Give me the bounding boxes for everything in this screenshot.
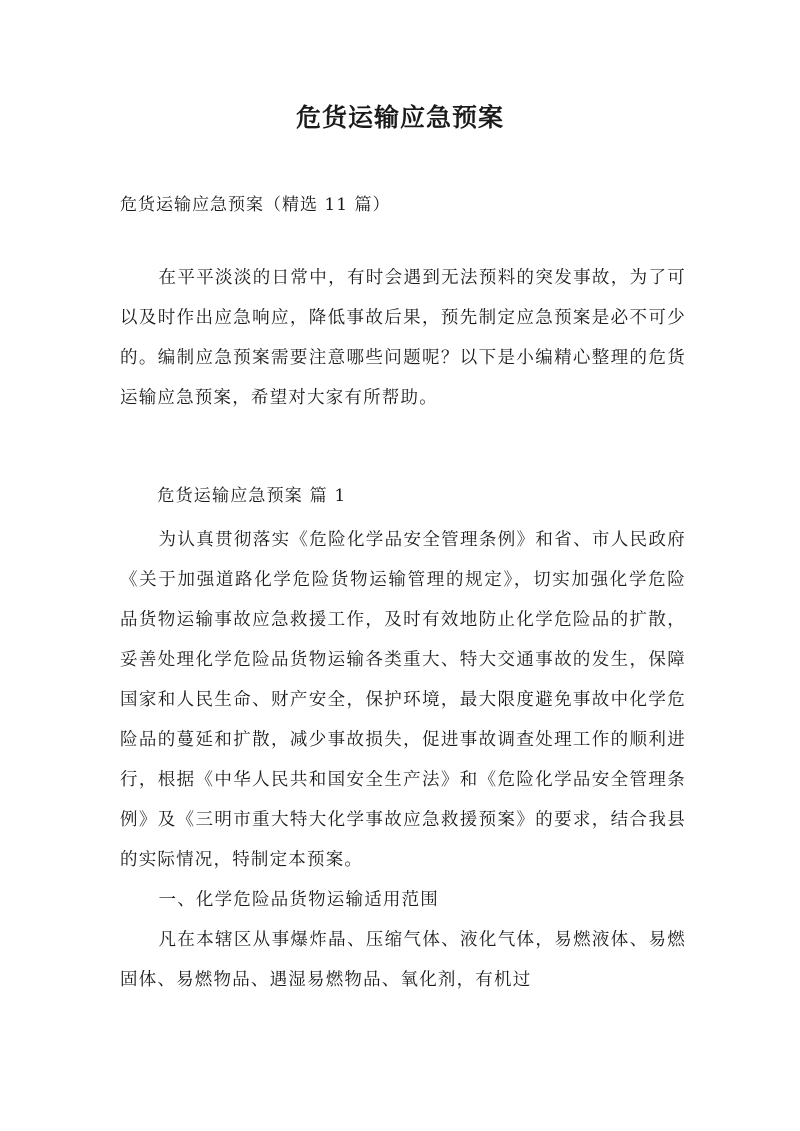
document-subtitle: 危货运输应急预案（精选 11 篇） (120, 195, 391, 215)
document-title: 危货运输应急预案 (295, 103, 504, 132)
section-body-paragraph: 为认真贯彻落实《危险化学品安全管理条例》和省、市人民政府《关于加强道路化学危险货物运输管理的规定》，切实加强化学危险品货物运输事故应急救援工作，及时有效地防止化学危险品的扩散，妥善处理化学危险品货物运输各类重大、特大交通事故的发生，保障国家和人民生命、财产安全，保护环境，最大限度避免事故中化学危险品的蔓延和扩散，减少事故损失，促进事故调查处理工作的顺利进行，根据《中华人民共和国安全生产法》和《危险化学品安全管理条例》及《三明市重大特大化学事故应急救援预案》的要求，结合我县的实际情况，特制定本预案。 (120, 530, 686, 870)
intro-paragraph: 在平平淡淡的日常中，有时会遇到无法预料的突发事故，为了可以及时作出应急响应，降低事故后果，预先制定应急预案是必不可少的。编制应急预案需要注意哪些问题呢？以下是小编精心整理的危货运输应急预案，希望对大家有所帮助。 (120, 268, 686, 408)
scope-heading: 一、化学危险品货物运输适用范围 (158, 890, 439, 910)
scope-paragraph: 凡在本辖区从事爆炸晶、压缩气体、液化气体，易燃液体、易燃固体、易燃物品、遇湿易燃物品、氧化剂，有机过 (120, 930, 686, 990)
section-heading: 危货运输应急预案 篇 1 (157, 486, 347, 506)
